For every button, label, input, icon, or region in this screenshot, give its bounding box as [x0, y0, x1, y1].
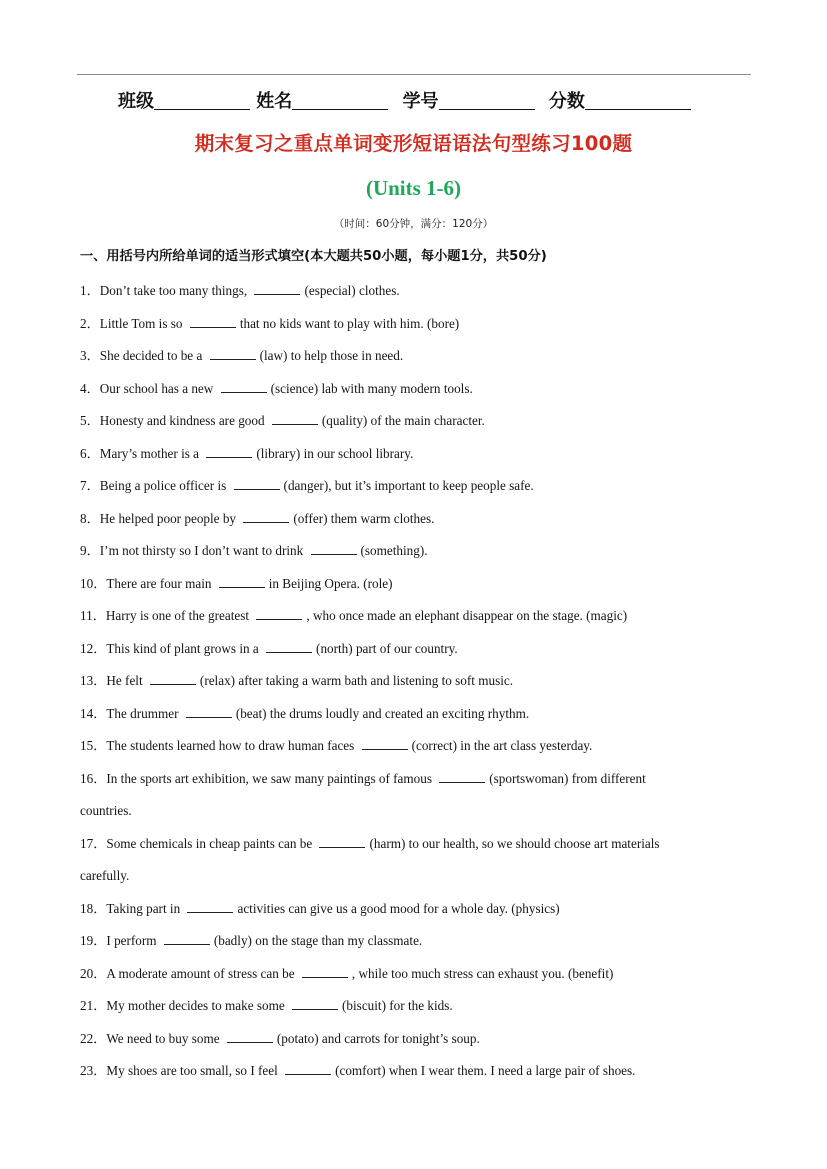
question-text-after: (relax) after taking a warm bath and listening to soft music.: [199, 673, 514, 688]
section-heading: 一、用括号内所给单词的适当形式填空(本大题共50小题，每小题1分，共50分): [80, 249, 547, 264]
question-item: [80, 476, 740, 496]
name-label: 姓名: [256, 91, 293, 112]
question-number: 16．: [80, 770, 107, 786]
question-number: 12．: [80, 640, 107, 656]
question-text-before: Being a police officer is: [99, 478, 230, 493]
question-text-after: (offer) them warm clothes.: [293, 510, 435, 526]
question-number: 21．: [80, 998, 107, 1013]
question-item: [80, 606, 740, 626]
question-text-after: (something).: [360, 543, 428, 558]
question-text-before: My shoes are too small, so I feel: [106, 1063, 282, 1078]
answer-blank[interactable]: [190, 315, 236, 328]
question-number: 22．: [80, 1030, 107, 1046]
question-text-after: , who once made an elephant disappear on the stage. (magic): [306, 608, 628, 623]
question-number: 6．: [80, 445, 100, 461]
question-continuation: countries.: [80, 803, 132, 818]
question-text-after: that no kids want to play with him. (bore): [239, 315, 460, 331]
question-text-before: In the sports art exhibition, we saw many paintings of famous: [106, 770, 436, 786]
question-text-before: Mary’s mother is a: [99, 445, 203, 461]
question-item: [80, 899, 740, 919]
question-item: [80, 996, 740, 1016]
question-text-after: , while too much stress can exhaust you. (benefit): [351, 965, 614, 981]
question-text-after: activities can give us a good mood for a whole day. (physics): [237, 900, 560, 916]
question-text-before: Harry is one of the greatest: [105, 608, 253, 623]
question-number: 15．: [80, 738, 107, 753]
question-text-before: He helped poor people by: [99, 510, 240, 526]
question-item: [80, 444, 740, 464]
page-title: 期末复习之重点单词变形短语语法句型练习100题: [194, 132, 633, 155]
question-continuation: carefully.: [80, 868, 130, 883]
answer-blank[interactable]: [439, 770, 485, 783]
answer-blank[interactable]: [302, 965, 348, 978]
question-number: 18．: [80, 900, 107, 916]
question-text-after: (library) in our school library.: [256, 445, 414, 461]
question-text-after: (sportswoman) from different: [489, 770, 646, 786]
student-number-blank[interactable]: [439, 89, 535, 110]
question-number: 13．: [80, 673, 107, 688]
question-text-before: Our school has a new: [99, 380, 217, 396]
question-item: [80, 541, 740, 561]
question-number: 3．: [80, 348, 100, 363]
question-number: 19．: [80, 933, 107, 948]
class-blank[interactable]: [154, 89, 250, 110]
question-item: [80, 509, 740, 529]
answer-blank[interactable]: [210, 347, 256, 360]
question-text-after: (law) to help those in need.: [259, 348, 404, 363]
question-item: [80, 1061, 740, 1081]
question-number: 8．: [80, 510, 100, 526]
question-text-before: There are four main: [106, 575, 215, 591]
question-text-after: (north) part of our country.: [316, 640, 458, 656]
score-blank[interactable]: [585, 89, 691, 110]
question-number: 11．: [80, 608, 106, 623]
question-number: 17．: [80, 835, 107, 851]
score-label: 分数: [548, 91, 585, 112]
answer-blank[interactable]: [243, 510, 289, 523]
answer-blank[interactable]: [164, 932, 210, 945]
question-item: [80, 411, 740, 431]
answer-blank[interactable]: [285, 1062, 331, 1075]
question-text-before: I perform: [106, 933, 160, 948]
answer-blank[interactable]: [227, 1030, 273, 1043]
answer-blank[interactable]: [362, 737, 408, 750]
student-info-line: [118, 89, 738, 115]
student-number-field: [403, 89, 535, 115]
question-number: 14．: [80, 705, 107, 721]
question-text-after: (badly) on the stage than my classmate.: [213, 933, 423, 948]
score-field: [549, 89, 691, 115]
question-number: 10．: [80, 575, 107, 591]
answer-blank[interactable]: [234, 477, 280, 490]
question-text-after: (comfort) when I wear them. I need a large pair of shoes.: [335, 1063, 636, 1078]
answer-blank[interactable]: [311, 542, 357, 555]
question-item: [80, 769, 740, 789]
name-blank[interactable]: [292, 89, 388, 110]
question-item: [80, 379, 740, 399]
answer-blank[interactable]: [266, 640, 312, 653]
answer-blank[interactable]: [150, 672, 196, 685]
question-text-before: Honesty and kindness are good: [99, 413, 268, 428]
answer-blank[interactable]: [186, 705, 232, 718]
question-text-before: A moderate amount of stress can be: [106, 965, 298, 981]
question-text-after: (especial) clothes.: [304, 283, 400, 298]
answer-blank[interactable]: [292, 997, 338, 1010]
question-text-before: The drummer: [106, 705, 182, 721]
answer-blank[interactable]: [206, 445, 252, 458]
question-item: [80, 964, 740, 984]
question-text-before: Some chemicals in cheap paints can be: [106, 835, 316, 851]
top-rule: [77, 74, 751, 75]
answer-blank[interactable]: [256, 607, 302, 620]
question-text-after: (danger), but it’s important to keep people safe.: [283, 478, 534, 493]
question-item: [80, 834, 740, 854]
question-text-after: in Beijing Opera. (role): [268, 575, 393, 591]
question-item: [80, 736, 740, 756]
question-text-before: Taking part in: [106, 900, 184, 916]
exam-timing: （时间：60分钟，满分：120分）: [333, 218, 494, 230]
question-item: [80, 574, 740, 594]
answer-blank[interactable]: [221, 380, 267, 393]
student-number-label: 学号: [402, 91, 439, 112]
question-text-before: This kind of plant grows in a: [106, 640, 263, 656]
class-label: 班级: [118, 91, 154, 112]
question-text-after: (quality) of the main character.: [321, 413, 485, 428]
question-text-after: (potato) and carrots for tonight’s soup.: [276, 1030, 480, 1046]
answer-blank[interactable]: [187, 900, 233, 913]
question-text-before: We need to buy some: [106, 1030, 223, 1046]
page-subtitle: (Units 1-6): [365, 176, 462, 200]
question-number: 9．: [80, 543, 100, 558]
question-text-after: (harm) to our health, so we should choose art materials: [369, 835, 660, 851]
answer-blank[interactable]: [319, 835, 365, 848]
question-text-before: The students learned how to draw human faces: [106, 738, 358, 753]
question-item: [80, 671, 740, 691]
question-number: 7．: [80, 478, 100, 493]
answer-blank[interactable]: [272, 412, 318, 425]
question-item: [80, 639, 740, 659]
question-number: 5．: [80, 413, 100, 428]
question-item: [80, 1029, 740, 1049]
question-text-before: Don’t take too many things,: [99, 283, 251, 298]
question-number: 1．: [80, 283, 100, 298]
question-text-before: He felt: [106, 673, 146, 688]
question-item: [80, 314, 740, 334]
question-number: 4．: [80, 380, 100, 396]
question-text-after: (correct) in the art class yesterday.: [411, 738, 593, 753]
question-item: [80, 704, 740, 724]
question-text-after: (science) lab with many modern tools.: [270, 380, 473, 396]
question-text-before: I’m not thirsty so I don’t want to drink: [99, 543, 307, 558]
answer-blank[interactable]: [219, 575, 265, 588]
question-text-before: Little Tom is so: [99, 315, 186, 331]
question-number: 2．: [80, 315, 100, 331]
question-item: [80, 931, 740, 951]
name-field: [256, 89, 388, 115]
question-number: 20．: [80, 965, 107, 981]
question-item: [80, 281, 740, 301]
question-text-after: (biscuit) for the kids.: [342, 998, 453, 1013]
answer-blank[interactable]: [254, 282, 300, 295]
question-text-after: (beat) the drums loudly and created an exciting rhythm.: [235, 705, 530, 721]
question-text-before: She decided to be a: [99, 348, 206, 363]
class-field: [118, 89, 250, 115]
question-item: [80, 346, 740, 366]
question-text-before: My mother decides to make some: [106, 998, 289, 1013]
question-number: 23．: [80, 1063, 107, 1078]
